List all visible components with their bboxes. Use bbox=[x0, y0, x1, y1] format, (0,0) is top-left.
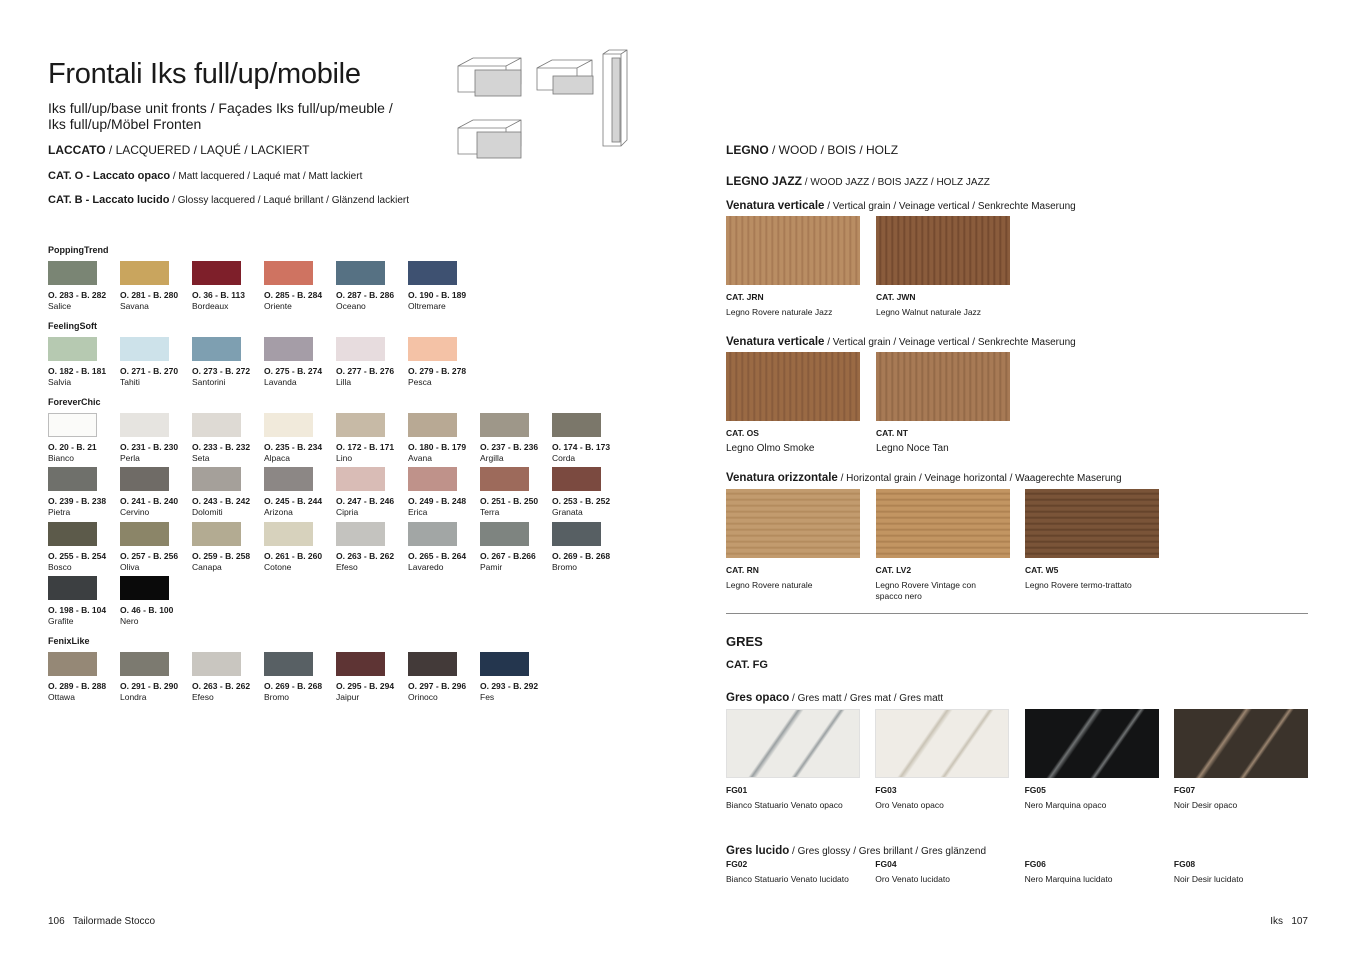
color-swatch bbox=[264, 467, 323, 517]
swatch-code: O. 255 - B. 254 bbox=[48, 551, 107, 561]
swatch-name: Nero bbox=[120, 616, 139, 626]
wood-tile bbox=[726, 352, 860, 454]
color-swatch bbox=[336, 337, 395, 387]
swatch-chip bbox=[336, 522, 385, 546]
gres-category: CAT. FG bbox=[726, 659, 768, 671]
swatch-chip bbox=[120, 261, 169, 285]
swatch-name: Canapa bbox=[192, 562, 222, 572]
marble-texture-image bbox=[1025, 709, 1159, 778]
color-swatch bbox=[48, 467, 107, 517]
swatch-chip bbox=[264, 522, 313, 546]
gres-code: FG02 bbox=[726, 859, 748, 869]
color-swatch bbox=[408, 261, 467, 311]
wood-texture-image bbox=[726, 352, 860, 421]
swatch-chip bbox=[48, 652, 97, 676]
swatch-name: Seta bbox=[192, 453, 210, 463]
gres-gloss-item bbox=[875, 852, 1009, 885]
swatch-code: O. 174 - B. 173 bbox=[552, 442, 611, 452]
gres-tile bbox=[875, 709, 1009, 811]
gres-gloss-item bbox=[726, 852, 860, 885]
color-swatch bbox=[264, 261, 323, 311]
swatch-name: Ottawa bbox=[48, 692, 75, 702]
color-swatch bbox=[336, 467, 395, 517]
color-swatch bbox=[552, 522, 611, 572]
swatch-code: O. 279 - B. 278 bbox=[408, 366, 467, 376]
swatch-code: O. 259 - B. 258 bbox=[192, 551, 251, 561]
swatch-code: O. 245 - B. 244 bbox=[264, 496, 323, 506]
wood-code: CAT. RN bbox=[726, 565, 759, 575]
gres-code: FG05 bbox=[1024, 785, 1046, 795]
swatch-chip bbox=[552, 413, 601, 437]
horizontal-grain-heading: Venatura orizzontale / Horizontal grain / Veinage horizontal / Waagerechte Maserung bbox=[726, 472, 1122, 484]
gres-name: Noir Desir opaco bbox=[1173, 800, 1238, 810]
gres-tile bbox=[726, 709, 860, 811]
swatch-code: O. 289 - B. 288 bbox=[48, 681, 107, 691]
gres-gloss-heading: Gres lucido / Gres glossy / Gres brillant / Gres glänzend bbox=[726, 845, 987, 857]
swatch-chip bbox=[480, 652, 529, 676]
swatch-name: Dolomiti bbox=[192, 507, 223, 517]
gres-name: Nero Marquina opaco bbox=[1024, 800, 1107, 810]
page-number-right: 107 bbox=[1291, 916, 1308, 927]
swatch-chip bbox=[48, 413, 97, 437]
group-title-fenixlike: FenixLike bbox=[48, 636, 90, 646]
color-swatch bbox=[408, 337, 467, 387]
gres-code: FG08 bbox=[1173, 859, 1196, 869]
swatch-name: Salice bbox=[48, 301, 72, 311]
swatch-name: Salvia bbox=[48, 377, 72, 387]
wood-tile bbox=[1025, 489, 1159, 591]
wood-tile bbox=[876, 352, 1010, 454]
wood-heading: LEGNO / WOOD / BOIS / HOLZ bbox=[726, 143, 899, 157]
swatch-code: O. 285 - B. 284 bbox=[264, 290, 323, 300]
swatch-code: O. 233 - B. 232 bbox=[192, 442, 251, 452]
color-swatch bbox=[552, 413, 611, 463]
lacquer-heading: LACCATO / LACQUERED / LAQUÉ / LACKIERT bbox=[48, 143, 310, 157]
collection-name: Iks bbox=[1270, 916, 1283, 927]
wood-name: Legno Rovere naturale bbox=[726, 580, 813, 590]
page-number-left: 106 bbox=[48, 916, 65, 927]
swatch-code: O. 20 - B. 21 bbox=[48, 442, 97, 452]
swatch-row bbox=[48, 413, 611, 463]
swatch-name: Santorini bbox=[192, 377, 226, 387]
swatch-chip bbox=[48, 261, 97, 285]
swatch-chip bbox=[408, 522, 457, 546]
swatch-code: O. 295 - B. 294 bbox=[336, 681, 395, 691]
color-swatch bbox=[408, 467, 467, 517]
swatch-chip bbox=[552, 522, 601, 546]
swatch-code: O. 235 - B. 234 bbox=[264, 442, 323, 452]
footer-left bbox=[48, 916, 155, 927]
color-swatch bbox=[48, 337, 107, 387]
swatch-name: Corda bbox=[552, 453, 576, 463]
swatch-chip bbox=[192, 652, 241, 676]
wood-name: Legno Rovere termo-trattato bbox=[1025, 580, 1132, 590]
swatch-chip bbox=[120, 337, 169, 361]
swatch-name: Londra bbox=[120, 692, 147, 702]
swatch-name: Pamir bbox=[480, 562, 503, 572]
color-swatch bbox=[192, 522, 251, 572]
swatch-code: O. 182 - B. 181 bbox=[48, 366, 107, 376]
swatch-chip bbox=[336, 413, 385, 437]
swatch-code: O. 283 - B. 282 bbox=[48, 290, 107, 300]
swatch-code: O. 180 - B. 179 bbox=[408, 442, 467, 452]
swatch-name: Lavaredo bbox=[408, 562, 444, 572]
color-swatch bbox=[48, 522, 107, 572]
swatch-name: Jaipur bbox=[336, 692, 360, 702]
color-swatch bbox=[192, 337, 251, 387]
swatch-chip bbox=[192, 413, 241, 437]
swatch-name: Lilla bbox=[336, 377, 352, 387]
swatch-chip bbox=[336, 652, 385, 676]
color-swatch bbox=[192, 261, 245, 311]
swatch-chip bbox=[552, 467, 601, 491]
color-swatch bbox=[192, 413, 251, 463]
color-swatch bbox=[48, 261, 107, 311]
gres-name: Nero Marquina lucidato bbox=[1024, 874, 1113, 884]
color-swatch bbox=[264, 337, 323, 387]
color-swatch bbox=[480, 413, 539, 463]
swatch-row bbox=[48, 261, 467, 311]
swatch-code: O. 269 - B. 268 bbox=[264, 681, 323, 691]
swatch-chip bbox=[264, 261, 313, 285]
swatch-code: O. 277 - B. 276 bbox=[336, 366, 395, 376]
color-swatch bbox=[480, 652, 539, 702]
gres-code: FG01 bbox=[726, 785, 748, 795]
swatch-code: O. 257 - B. 256 bbox=[120, 551, 179, 561]
swatch-row bbox=[48, 652, 539, 702]
wood-code: CAT. OS bbox=[726, 428, 759, 438]
swatch-code: O. 241 - B. 240 bbox=[120, 496, 179, 506]
swatch-code: O. 46 - B. 100 bbox=[120, 605, 174, 615]
swatch-code: O. 287 - B. 286 bbox=[336, 290, 395, 300]
swatch-chip bbox=[336, 261, 385, 285]
swatch-chip bbox=[120, 522, 169, 546]
swatch-row bbox=[48, 522, 611, 572]
wood-tile bbox=[876, 489, 1010, 602]
color-swatch bbox=[192, 467, 251, 517]
swatch-name: Bromo bbox=[552, 562, 578, 572]
color-swatch bbox=[408, 413, 467, 463]
swatch-name: Cotone bbox=[264, 562, 292, 572]
swatch-chip bbox=[120, 652, 169, 676]
swatch-code: O. 297 - B. 296 bbox=[408, 681, 467, 691]
swatch-code: O. 271 - B. 270 bbox=[120, 366, 179, 376]
swatch-chip bbox=[264, 467, 313, 491]
gres-name: Noir Desir lucidato bbox=[1173, 874, 1244, 884]
swatch-name: Pietra bbox=[48, 507, 71, 517]
swatch-name: Granata bbox=[552, 507, 583, 517]
swatch-name: Tahiti bbox=[120, 377, 140, 387]
wood-tile bbox=[726, 489, 860, 591]
swatch-chip bbox=[120, 413, 169, 437]
wood-name: Legno Noce Tan bbox=[876, 443, 949, 454]
wood-code: CAT. JRN bbox=[726, 292, 764, 302]
color-swatch bbox=[336, 522, 395, 572]
wood-code: CAT. W5 bbox=[1025, 565, 1059, 575]
color-swatch bbox=[336, 261, 395, 311]
color-swatch bbox=[48, 576, 107, 626]
marble-texture-image bbox=[726, 709, 860, 778]
color-swatch bbox=[48, 652, 107, 702]
swatch-chip bbox=[408, 413, 457, 437]
swatch-code: O. 267 - B.266 bbox=[480, 551, 536, 561]
swatch-name: Fes bbox=[480, 692, 495, 702]
swatch-code: O. 239 - B. 238 bbox=[48, 496, 107, 506]
gres-code: FG04 bbox=[875, 859, 897, 869]
gres-name: Oro Venato opaco bbox=[875, 800, 944, 810]
swatch-chip bbox=[48, 522, 97, 546]
swatch-name: Pesca bbox=[408, 377, 432, 387]
section-divider bbox=[726, 613, 1308, 614]
swatch-chip bbox=[408, 261, 457, 285]
wood-tile bbox=[726, 216, 860, 318]
color-swatch bbox=[480, 467, 539, 517]
swatch-name: Avana bbox=[408, 453, 432, 463]
page-subtitle: Iks full/up/base unit fronts / Façades Iks full/up/meuble / Iks full/up/Möbel Fronten bbox=[48, 100, 393, 132]
swatch-code: O. 293 - B. 292 bbox=[480, 681, 539, 691]
swatch-name: Bordeaux bbox=[192, 301, 229, 311]
swatch-name: Bromo bbox=[264, 692, 290, 702]
gres-code: FG03 bbox=[875, 785, 897, 795]
wood-texture-image bbox=[876, 489, 1010, 558]
swatch-row bbox=[48, 467, 611, 517]
swatch-name: Alpaca bbox=[264, 453, 290, 463]
footer-right bbox=[1270, 916, 1308, 927]
marble-texture-image bbox=[1174, 709, 1308, 778]
color-swatch bbox=[336, 652, 395, 702]
color-swatch bbox=[552, 467, 611, 517]
swatch-code: O. 263 - B. 262 bbox=[336, 551, 395, 561]
swatch-code: O. 291 - B. 290 bbox=[120, 681, 179, 691]
swatch-name: Oceano bbox=[336, 301, 366, 311]
swatch-name: Lino bbox=[336, 453, 353, 463]
wood-name: Legno Rovere Vintage con spacco nero bbox=[875, 580, 977, 601]
swatch-name: Oltremare bbox=[408, 301, 446, 311]
color-swatch bbox=[48, 413, 97, 463]
swatch-chip bbox=[120, 576, 169, 600]
swatch-code: O. 253 - B. 252 bbox=[552, 496, 611, 506]
swatch-name: Grafite bbox=[48, 616, 74, 626]
swatch-chip bbox=[264, 413, 313, 437]
swatch-row bbox=[48, 337, 467, 387]
gres-name: Bianco Statuario Venato opaco bbox=[726, 800, 843, 810]
gres-heading: GRES bbox=[726, 634, 763, 649]
swatch-code: O. 231 - B. 230 bbox=[120, 442, 179, 452]
swatch-name: Perla bbox=[120, 453, 140, 463]
swatch-name: Arizona bbox=[264, 507, 293, 517]
swatch-chip bbox=[480, 467, 529, 491]
swatch-name: Oriente bbox=[264, 301, 292, 311]
gres-tile bbox=[1174, 709, 1308, 811]
color-swatch bbox=[264, 522, 323, 572]
wood-tile bbox=[876, 216, 1010, 318]
swatch-chip bbox=[192, 337, 241, 361]
swatch-code: O. 251 - B. 250 bbox=[480, 496, 539, 506]
gres-name: Oro Venato lucidato bbox=[875, 874, 950, 884]
swatch-name: Bosco bbox=[48, 562, 72, 572]
vertical-grain-heading-1: Venatura verticale / Vertical grain / Veinage vertical / Senkrechte Maserung bbox=[726, 200, 1076, 212]
color-swatch bbox=[408, 522, 467, 572]
swatch-name: Orinoco bbox=[408, 692, 438, 702]
swatch-chip bbox=[408, 337, 457, 361]
gres-gloss-item bbox=[1174, 852, 1308, 885]
color-swatch bbox=[120, 576, 174, 626]
wood-name: Legno Walnut naturale Jazz bbox=[876, 307, 982, 317]
wood-code: CAT. JWN bbox=[876, 292, 916, 302]
swatch-name: Terra bbox=[480, 507, 500, 517]
page-title: Frontali Iks full/up/mobile bbox=[48, 58, 361, 90]
gres-gloss-item bbox=[1025, 852, 1159, 885]
swatch-chip bbox=[480, 413, 529, 437]
swatch-chip bbox=[192, 261, 241, 285]
swatch-code: O. 275 - B. 274 bbox=[264, 366, 323, 376]
gres-tile bbox=[1025, 709, 1159, 811]
swatch-name: Erica bbox=[408, 507, 428, 517]
swatch-chip bbox=[192, 522, 241, 546]
gres-matt-heading: Gres opaco / Gres matt / Gres mat / Gres matt bbox=[726, 692, 944, 704]
color-swatch bbox=[120, 652, 179, 702]
brand-name: Tailormade Stocco bbox=[72, 916, 156, 927]
swatch-code: O. 36 - B. 113 bbox=[192, 290, 245, 300]
color-swatch bbox=[120, 467, 179, 517]
wood-name: Legno Olmo Smoke bbox=[726, 443, 815, 454]
cat-b-heading: CAT. B - Laccato lucido / Glossy lacquered / Laqué brillant / Glänzend lackiert bbox=[48, 194, 409, 206]
group-title-foreverchic: ForeverChic bbox=[48, 397, 101, 407]
swatch-name: Argilla bbox=[480, 453, 504, 463]
color-swatch bbox=[264, 413, 323, 463]
swatch-name: Efeso bbox=[192, 692, 214, 702]
color-swatch bbox=[264, 652, 323, 702]
swatch-name: Cipria bbox=[336, 507, 359, 517]
swatch-chip bbox=[264, 652, 313, 676]
swatch-name: Oliva bbox=[120, 562, 140, 572]
color-swatch bbox=[480, 522, 536, 572]
vertical-grain-heading-2: Venatura verticale / Vertical grain / Veinage vertical / Senkrechte Maserung bbox=[726, 336, 1076, 348]
swatch-code: O. 265 - B. 264 bbox=[408, 551, 467, 561]
wood-code: CAT. LV2 bbox=[875, 565, 912, 575]
swatch-code: O. 172 - B. 171 bbox=[336, 442, 395, 452]
swatch-chip bbox=[192, 467, 241, 491]
swatch-chip bbox=[480, 522, 529, 546]
product-sketch-illustration bbox=[455, 48, 635, 160]
swatch-code: O. 243 - B. 242 bbox=[192, 496, 251, 506]
swatch-chip bbox=[408, 467, 457, 491]
gres-code: FG06 bbox=[1024, 859, 1046, 869]
swatch-name: Cervino bbox=[120, 507, 150, 517]
color-swatch bbox=[120, 261, 179, 311]
wood-texture-image bbox=[1025, 489, 1159, 558]
swatch-code: O. 190 - B. 189 bbox=[408, 290, 467, 300]
swatch-code: O. 263 - B. 262 bbox=[192, 681, 251, 691]
swatch-code: O. 281 - B. 280 bbox=[120, 290, 179, 300]
color-swatch bbox=[336, 413, 395, 463]
wood-texture-image bbox=[726, 489, 860, 558]
swatch-name: Bianco bbox=[48, 453, 74, 463]
wood-texture-image bbox=[876, 352, 1010, 421]
gres-name: Bianco Statuario Venato lucidato bbox=[726, 874, 849, 884]
group-title-poppingtrend: PoppingTrend bbox=[48, 245, 109, 255]
wood-texture-image bbox=[876, 216, 1010, 285]
color-swatch bbox=[120, 413, 179, 463]
swatch-name: Efeso bbox=[336, 562, 358, 572]
color-swatch bbox=[120, 522, 179, 572]
swatch-chip bbox=[336, 337, 385, 361]
swatch-code: O. 198 - B. 104 bbox=[48, 605, 107, 615]
swatch-chip bbox=[120, 467, 169, 491]
swatch-code: O. 247 - B. 246 bbox=[336, 496, 395, 506]
swatch-code: O. 269 - B. 268 bbox=[552, 551, 611, 561]
swatch-chip bbox=[264, 337, 313, 361]
swatch-chip bbox=[48, 467, 97, 491]
swatch-name: Savana bbox=[120, 301, 149, 311]
color-swatch bbox=[192, 652, 251, 702]
swatch-code: O. 261 - B. 260 bbox=[264, 551, 323, 561]
gres-code: FG07 bbox=[1173, 785, 1196, 795]
swatch-code: O. 273 - B. 272 bbox=[192, 366, 251, 376]
group-title-feelingsoft: FeelingSoft bbox=[48, 321, 97, 331]
swatch-chip bbox=[48, 337, 97, 361]
color-swatch bbox=[120, 337, 179, 387]
swatch-chip bbox=[48, 576, 97, 600]
cat-o-heading: CAT. O - Laccato opaco / Matt lacquered / Laqué mat / Matt lackiert bbox=[48, 170, 363, 182]
color-swatch bbox=[408, 652, 467, 702]
wood-jazz-heading: LEGNO JAZZ / WOOD JAZZ / BOIS JAZZ / HOLZ JAZZ bbox=[726, 174, 990, 188]
wood-name: Legno Rovere naturale Jazz bbox=[726, 307, 833, 317]
swatch-code: O. 249 - B. 248 bbox=[408, 496, 467, 506]
wood-texture-image bbox=[726, 216, 860, 285]
swatch-row bbox=[48, 576, 174, 626]
marble-texture-image bbox=[875, 709, 1009, 778]
swatch-code: O. 237 - B. 236 bbox=[480, 442, 539, 452]
swatch-chip bbox=[336, 467, 385, 491]
wood-code: CAT. NT bbox=[876, 428, 908, 438]
swatch-name: Lavanda bbox=[264, 377, 297, 387]
swatch-chip bbox=[408, 652, 457, 676]
